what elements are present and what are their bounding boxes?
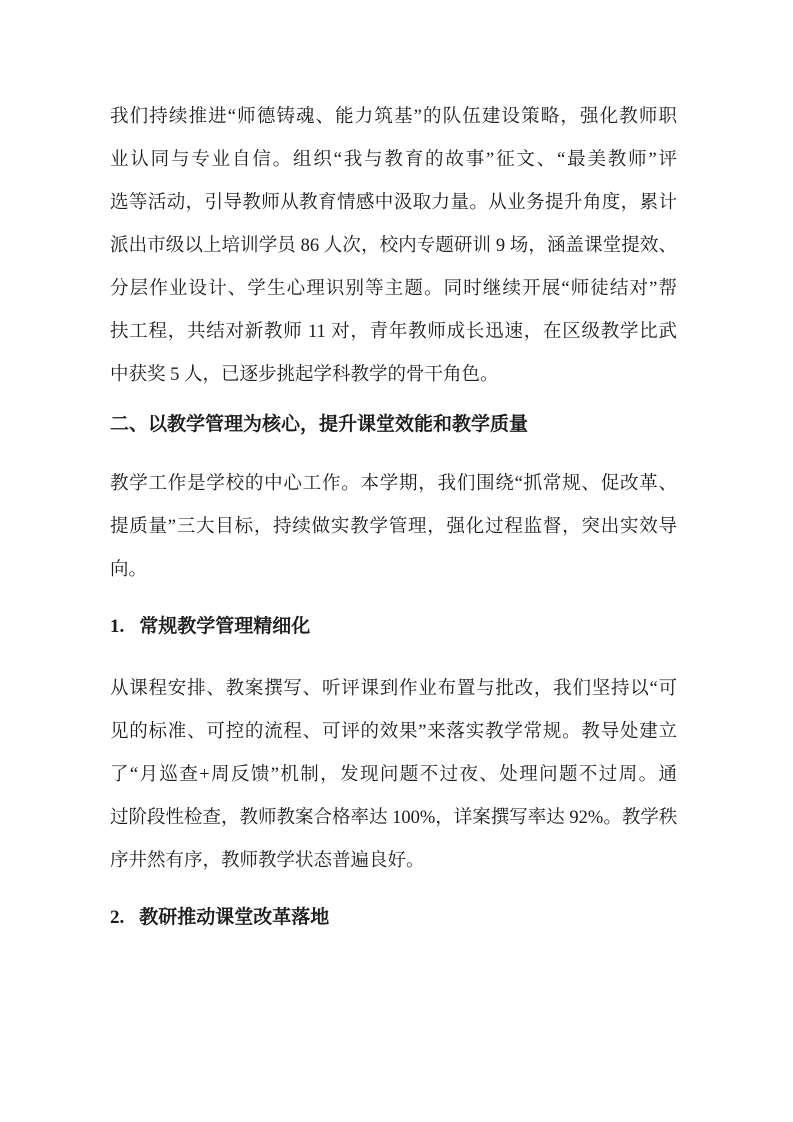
text-line: 从课程安排、教案撰写、听评课到作业布置与批改，我们坚持以“可	[110, 679, 677, 699]
heading-number: 2.	[110, 907, 125, 928]
heading-text: 二、以教学管理为核心，提升课堂效能和教学质量	[110, 414, 529, 435]
heading-text: 常规教学管理精细化	[139, 616, 311, 637]
section-heading	[110, 403, 677, 446]
body-paragraph	[110, 96, 677, 397]
heading-text: 教研推动课堂改革落地	[139, 907, 330, 928]
text-line: 教学工作是学校的中心工作。本学期，我们围绕“抓常规、促改革、	[110, 474, 677, 494]
text-line: 业认同与专业自信。组织“我与教育的故事”征文、“最美教师”评	[110, 150, 677, 170]
text-line: 派出市级以上培训学员 86 人次，校内专题研训 9 场，涵盖课堂提效、	[110, 236, 677, 256]
text-line: 见的标准、可控的流程、可评的效果”来落实教学常规。教导处建立	[110, 722, 677, 742]
text-line: 我们持续推进“师德铸魂、能力筑基”的队伍建设策略，强化教师职	[110, 107, 677, 127]
text-line: 过阶段性检查，教师教案合格率达 100%，详案撰写率达 92%。教学秩	[110, 808, 678, 828]
text-line: 序井然有序，教师教学状态普遍良好。	[110, 851, 425, 871]
numbered-subsection-heading	[110, 605, 677, 648]
text-line: 向。	[110, 560, 148, 580]
body-paragraph	[110, 463, 677, 592]
text-line: 扶工程，共结对新教师 11 对，青年教师成长迅速，在区级教学比武	[110, 322, 677, 342]
text-line: 提质量”三大目标，持续做实教学管理，强化过程监督，突出实效导	[110, 517, 677, 537]
text-line: 中获奖 5 人，已逐步挑起学科教学的骨干角色。	[110, 365, 499, 385]
text-line: 分层作业设计、学生心理识别等主题。同时继续开展“师徒结对”帮	[110, 279, 677, 299]
numbered-subsection-heading	[110, 896, 677, 939]
heading-number: 1.	[110, 616, 125, 637]
text-line: 选等活动，引导教师从教育情感中汲取力量。从业务提升角度，累计	[110, 193, 677, 213]
body-paragraph	[110, 668, 677, 883]
text-line: 了“月巡查+周反馈”机制，发现问题不过夜、处理问题不过周。通	[110, 765, 677, 785]
